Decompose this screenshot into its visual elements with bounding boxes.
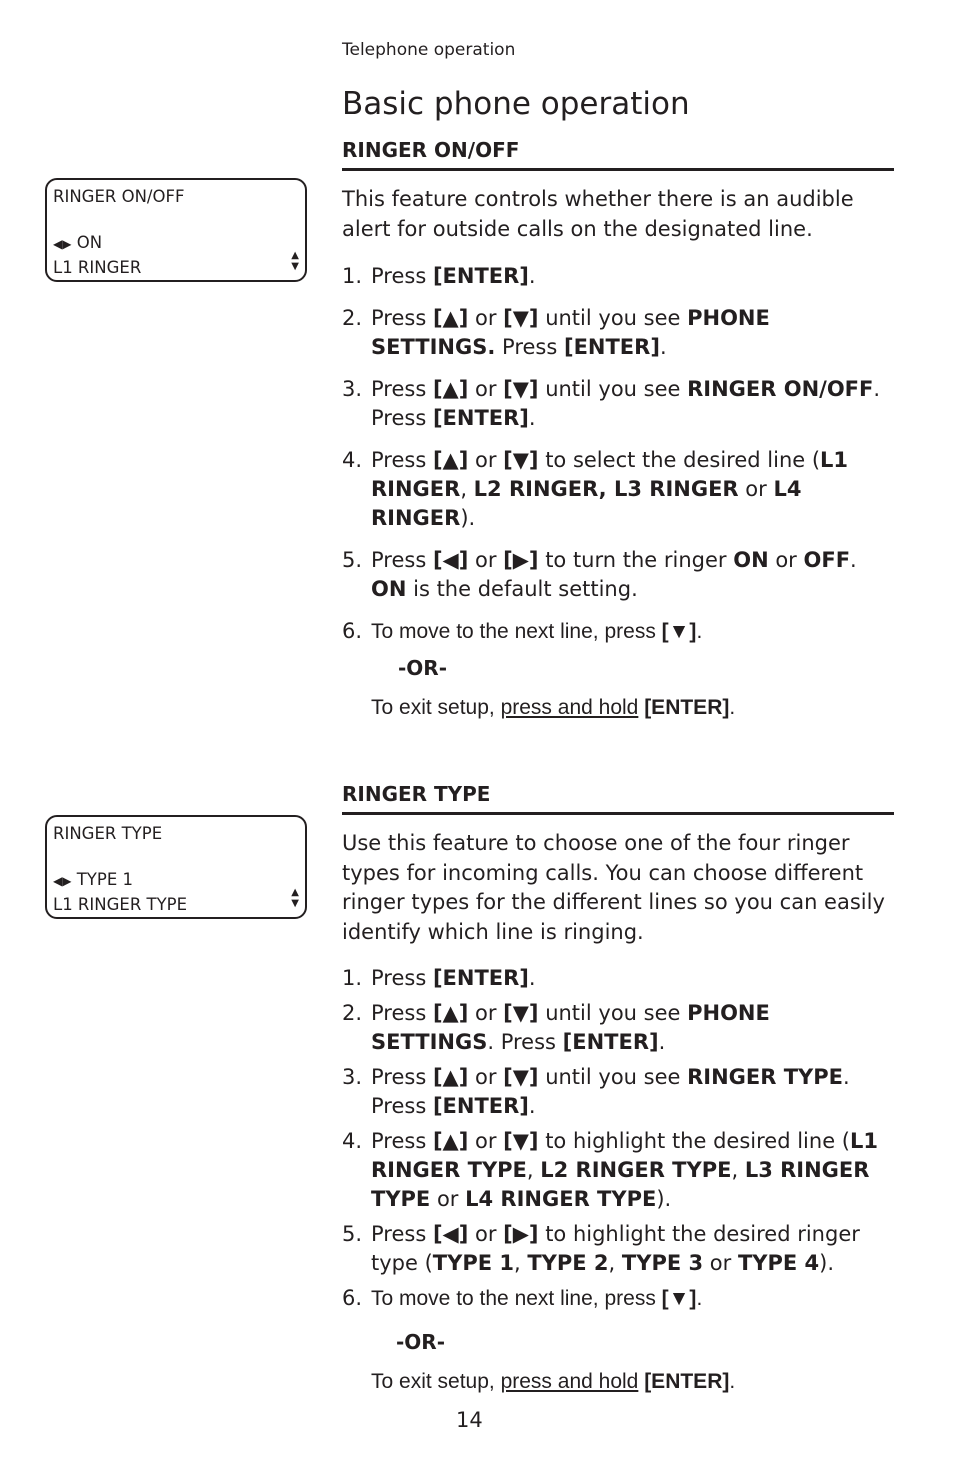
page-title: Basic phone operation xyxy=(342,86,690,122)
lcd-value: ON xyxy=(76,233,103,252)
lcd-line-1: RINGER TYPE xyxy=(53,824,163,843)
list-item: 4. Press [▲] or [▼] to select the desired line (L1 RINGER, L2 RINGER, L3 RINGER or L4 RINGER). xyxy=(342,448,849,530)
lcd-line-2 xyxy=(53,233,102,252)
list-item: 1. Press [ENTER]. xyxy=(342,264,536,288)
page-number: 14 xyxy=(456,1408,483,1432)
exit-underlined: press and hold xyxy=(500,696,639,719)
exit-end: . xyxy=(729,696,736,719)
list-item: 6. To move to the next line, press [▼]. xyxy=(342,619,703,643)
list-item: 1. Press [ENTER]. xyxy=(342,966,536,990)
list-item: 5. Press [◀] or [▶] to highlight the desired ringer type (TYPE 1, TYPE 2, TYPE 3 or TYPE 4). xyxy=(342,1222,860,1275)
or-separator: -OR- xyxy=(398,656,448,680)
lcd-value: TYPE 1 xyxy=(76,870,133,889)
exit-instruction xyxy=(371,696,735,720)
section-intro: This feature controls whether there is an audible alert for outside calls on the designated line. xyxy=(342,187,854,241)
section-heading-ringer-type: RINGER TYPE xyxy=(342,782,894,815)
lcd-line-1: RINGER ON/OFF xyxy=(53,187,185,206)
section-intro: Use this feature to choose one of the four ringer types for incoming calls. You can choose different ringer types for the different lines so you can easily identify which line is ringing. xyxy=(342,831,885,944)
left-right-arrows-icon: ◀▶ xyxy=(53,237,72,251)
list-item: 2. Press [▲] or [▼] until you see PHONE SETTINGS. Press [ENTER]. xyxy=(342,1001,770,1054)
exit-instruction xyxy=(371,1370,735,1394)
list-item: 3. Press [▲] or [▼] until you see RINGER ON/OFF. Press [ENTER]. xyxy=(342,377,881,430)
exit-text: To exit setup, xyxy=(371,696,501,719)
exit-key: [ENTER] xyxy=(644,1370,730,1393)
scroll-arrows-icon: ▲ ▼ xyxy=(291,887,299,909)
list-item: 2. Press [▲] or [▼] until you see PHONE SETTINGS. Press [ENTER]. xyxy=(342,306,770,359)
list-item: 3. Press [▲] or [▼] until you see RINGER TYPE. Press [ENTER]. xyxy=(342,1065,850,1118)
lcd-line-3: L1 RINGER TYPE xyxy=(53,895,188,914)
list-item: 6. To move to the next line, press [▼]. xyxy=(342,1286,703,1310)
exit-underlined: press and hold xyxy=(500,1370,639,1393)
exit-text: To exit setup, xyxy=(371,1370,501,1393)
list-item: 4. Press [▲] or [▼] to highlight the desired line (L1 RINGER TYPE, L2 RINGER TYPE, L3 RINGER TYPE or L4 RINGER TYPE). xyxy=(342,1129,878,1211)
page-header: Telephone operation xyxy=(342,40,516,60)
list-item: 5. Press [◀] or [▶] to turn the ringer ON or OFF. ON is the default setting. xyxy=(342,548,857,601)
scroll-arrows-icon: ▲ ▼ xyxy=(291,250,299,272)
left-right-arrows-icon: ◀▶ xyxy=(53,874,72,888)
exit-end: . xyxy=(729,1370,736,1393)
lcd-line-2 xyxy=(53,870,133,889)
exit-key: [ENTER] xyxy=(644,696,730,719)
or-separator: -OR- xyxy=(396,1330,446,1354)
section-heading-ringer-on-off: RINGER ON/OFF xyxy=(342,138,894,171)
steps-list xyxy=(342,964,894,1319)
lcd-display-ringer-type xyxy=(45,815,307,919)
steps-list xyxy=(342,262,894,659)
lcd-display-ringer-on-off xyxy=(45,178,307,282)
lcd-line-3: L1 RINGER xyxy=(53,258,142,277)
